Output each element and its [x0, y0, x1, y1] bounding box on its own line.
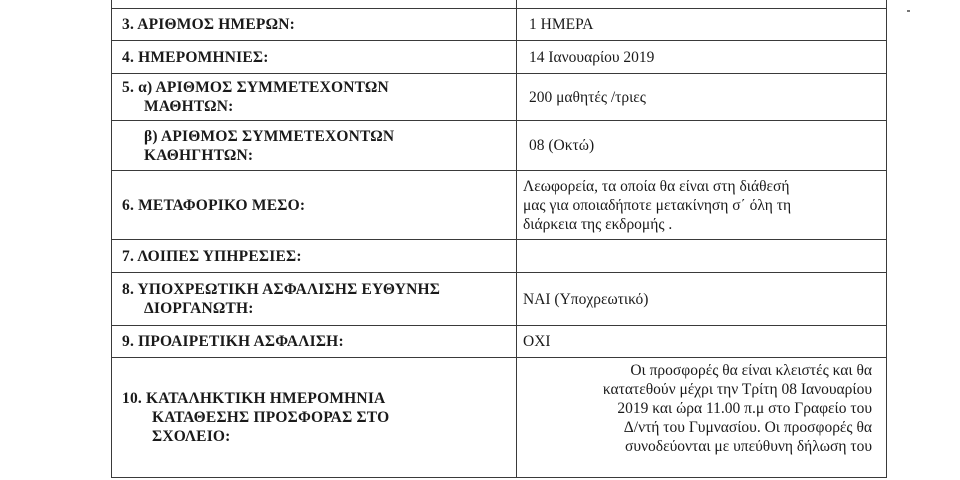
trip-details-table: [111, 0, 887, 478]
row-value-deadline: [517, 358, 887, 478]
row-value-other-services: [517, 240, 887, 273]
row-value-teachers: 08 (Οκτώ): [517, 121, 887, 171]
label-line: ΚΑΤΑΘΕΣΗΣ ΠΡΟΣΦΟΡΑΣ ΣΤΟ: [152, 409, 390, 426]
row-label: [112, 0, 517, 9]
row-label-optional-insurance: 9. ΠΡΟΑΙΡΕΤΙΚΗ ΑΣΦΑΛΙΣΗ:: [112, 326, 517, 358]
row-label-students: [112, 74, 517, 121]
label-line: β) ΑΡΙΘΜΟΣ ΣΥΜΜΕΤΕΧΟΝΤΩΝ: [144, 127, 395, 145]
label-line: 8. ΥΠΟΧΡΕΩΤΙΚΗ ΑΣΦΑΛΙΣΗΣ ΕΥΘΥΝΗΣ: [122, 281, 441, 298]
table-row: [112, 273, 887, 326]
row-value-days: 1 ΗΜΕΡΑ: [517, 9, 887, 41]
table-row: [112, 240, 887, 273]
row-label-teachers: [112, 121, 517, 171]
label-line: ΔΙΟΡΓΑΝΩΤΗ:: [144, 300, 254, 317]
label-line: ΜΑΘΗΤΩΝ:: [144, 98, 234, 115]
row-label-mandatory-insurance: [112, 273, 517, 326]
table-row: [112, 41, 887, 74]
row-value-mandatory-insurance: ΝΑΙ (Υποχρεωτικό): [517, 273, 887, 326]
value-line: διάρκεια της εκδρομής .: [523, 215, 673, 233]
row-label-other-services: 7. ΛΟΙΠΕΣ ΥΠΗΡΕΣΙΕΣ:: [112, 240, 517, 273]
table-row: [112, 171, 887, 240]
row-label-transport: 6. ΜΕΤΑΦΟΡΙΚΟ ΜΕΣΟ:: [112, 171, 517, 240]
value-line: κατατεθούν μέχρι την Τρίτη 08 Ιανουαρίου: [602, 381, 872, 398]
row-value-students: 200 μαθητές /τριες: [517, 74, 887, 121]
scan-speck: [907, 10, 910, 12]
row-label-deadline: [112, 358, 517, 478]
table-row: [112, 9, 887, 41]
value-line: μας για οποιαδήποτε μετακίνηση σ΄ όλη τη: [523, 196, 792, 214]
row-value-dates: 14 Ιανουαρίου 2019: [517, 41, 887, 74]
table-row: [112, 358, 887, 478]
label-line: ΣΧΟΛΕΙΟ:: [152, 428, 231, 445]
table-row: [112, 74, 887, 121]
value-line: Οι προσφορές θα είναι κλειστές και θα: [630, 362, 872, 379]
row-value-transport: [517, 171, 887, 240]
label-line: 10. ΚΑΤΑΛΗΚΤΙΚΗ ΗΜΕΡΟΜΗΝΙΑ: [122, 390, 386, 407]
label-line: 5. α) ΑΡΙΘΜΟΣ ΣΥΜΜΕΤΕΧΟΝΤΩΝ: [122, 79, 389, 96]
table-row: [112, 121, 887, 171]
value-line: συνοδεύονται με υπεύθυνη δήλωση του: [624, 438, 872, 455]
label-line: ΚΑΘΗΓΗΤΩΝ:: [144, 146, 254, 164]
row-value-optional-insurance: ΟΧΙ: [517, 326, 887, 358]
table-row: [112, 326, 887, 358]
row-label-dates: 4. ΗΜΕΡΟΜΗΝΙΕΣ:: [112, 41, 517, 74]
value-line: 2019 και ώρα 11.00 π.μ στο Γραφείο του: [617, 400, 872, 417]
value-line: Δ/ντή του Γυμνασίου. Οι προσφορές θα: [623, 419, 872, 436]
table-row: [112, 0, 887, 9]
row-value: [517, 0, 887, 9]
value-line: Λεωφορεία, τα οποία θα είναι στη διάθεσή: [523, 177, 790, 195]
row-label-days: 3. ΑΡΙΘΜΟΣ ΗΜΕΡΩΝ:: [112, 9, 517, 41]
